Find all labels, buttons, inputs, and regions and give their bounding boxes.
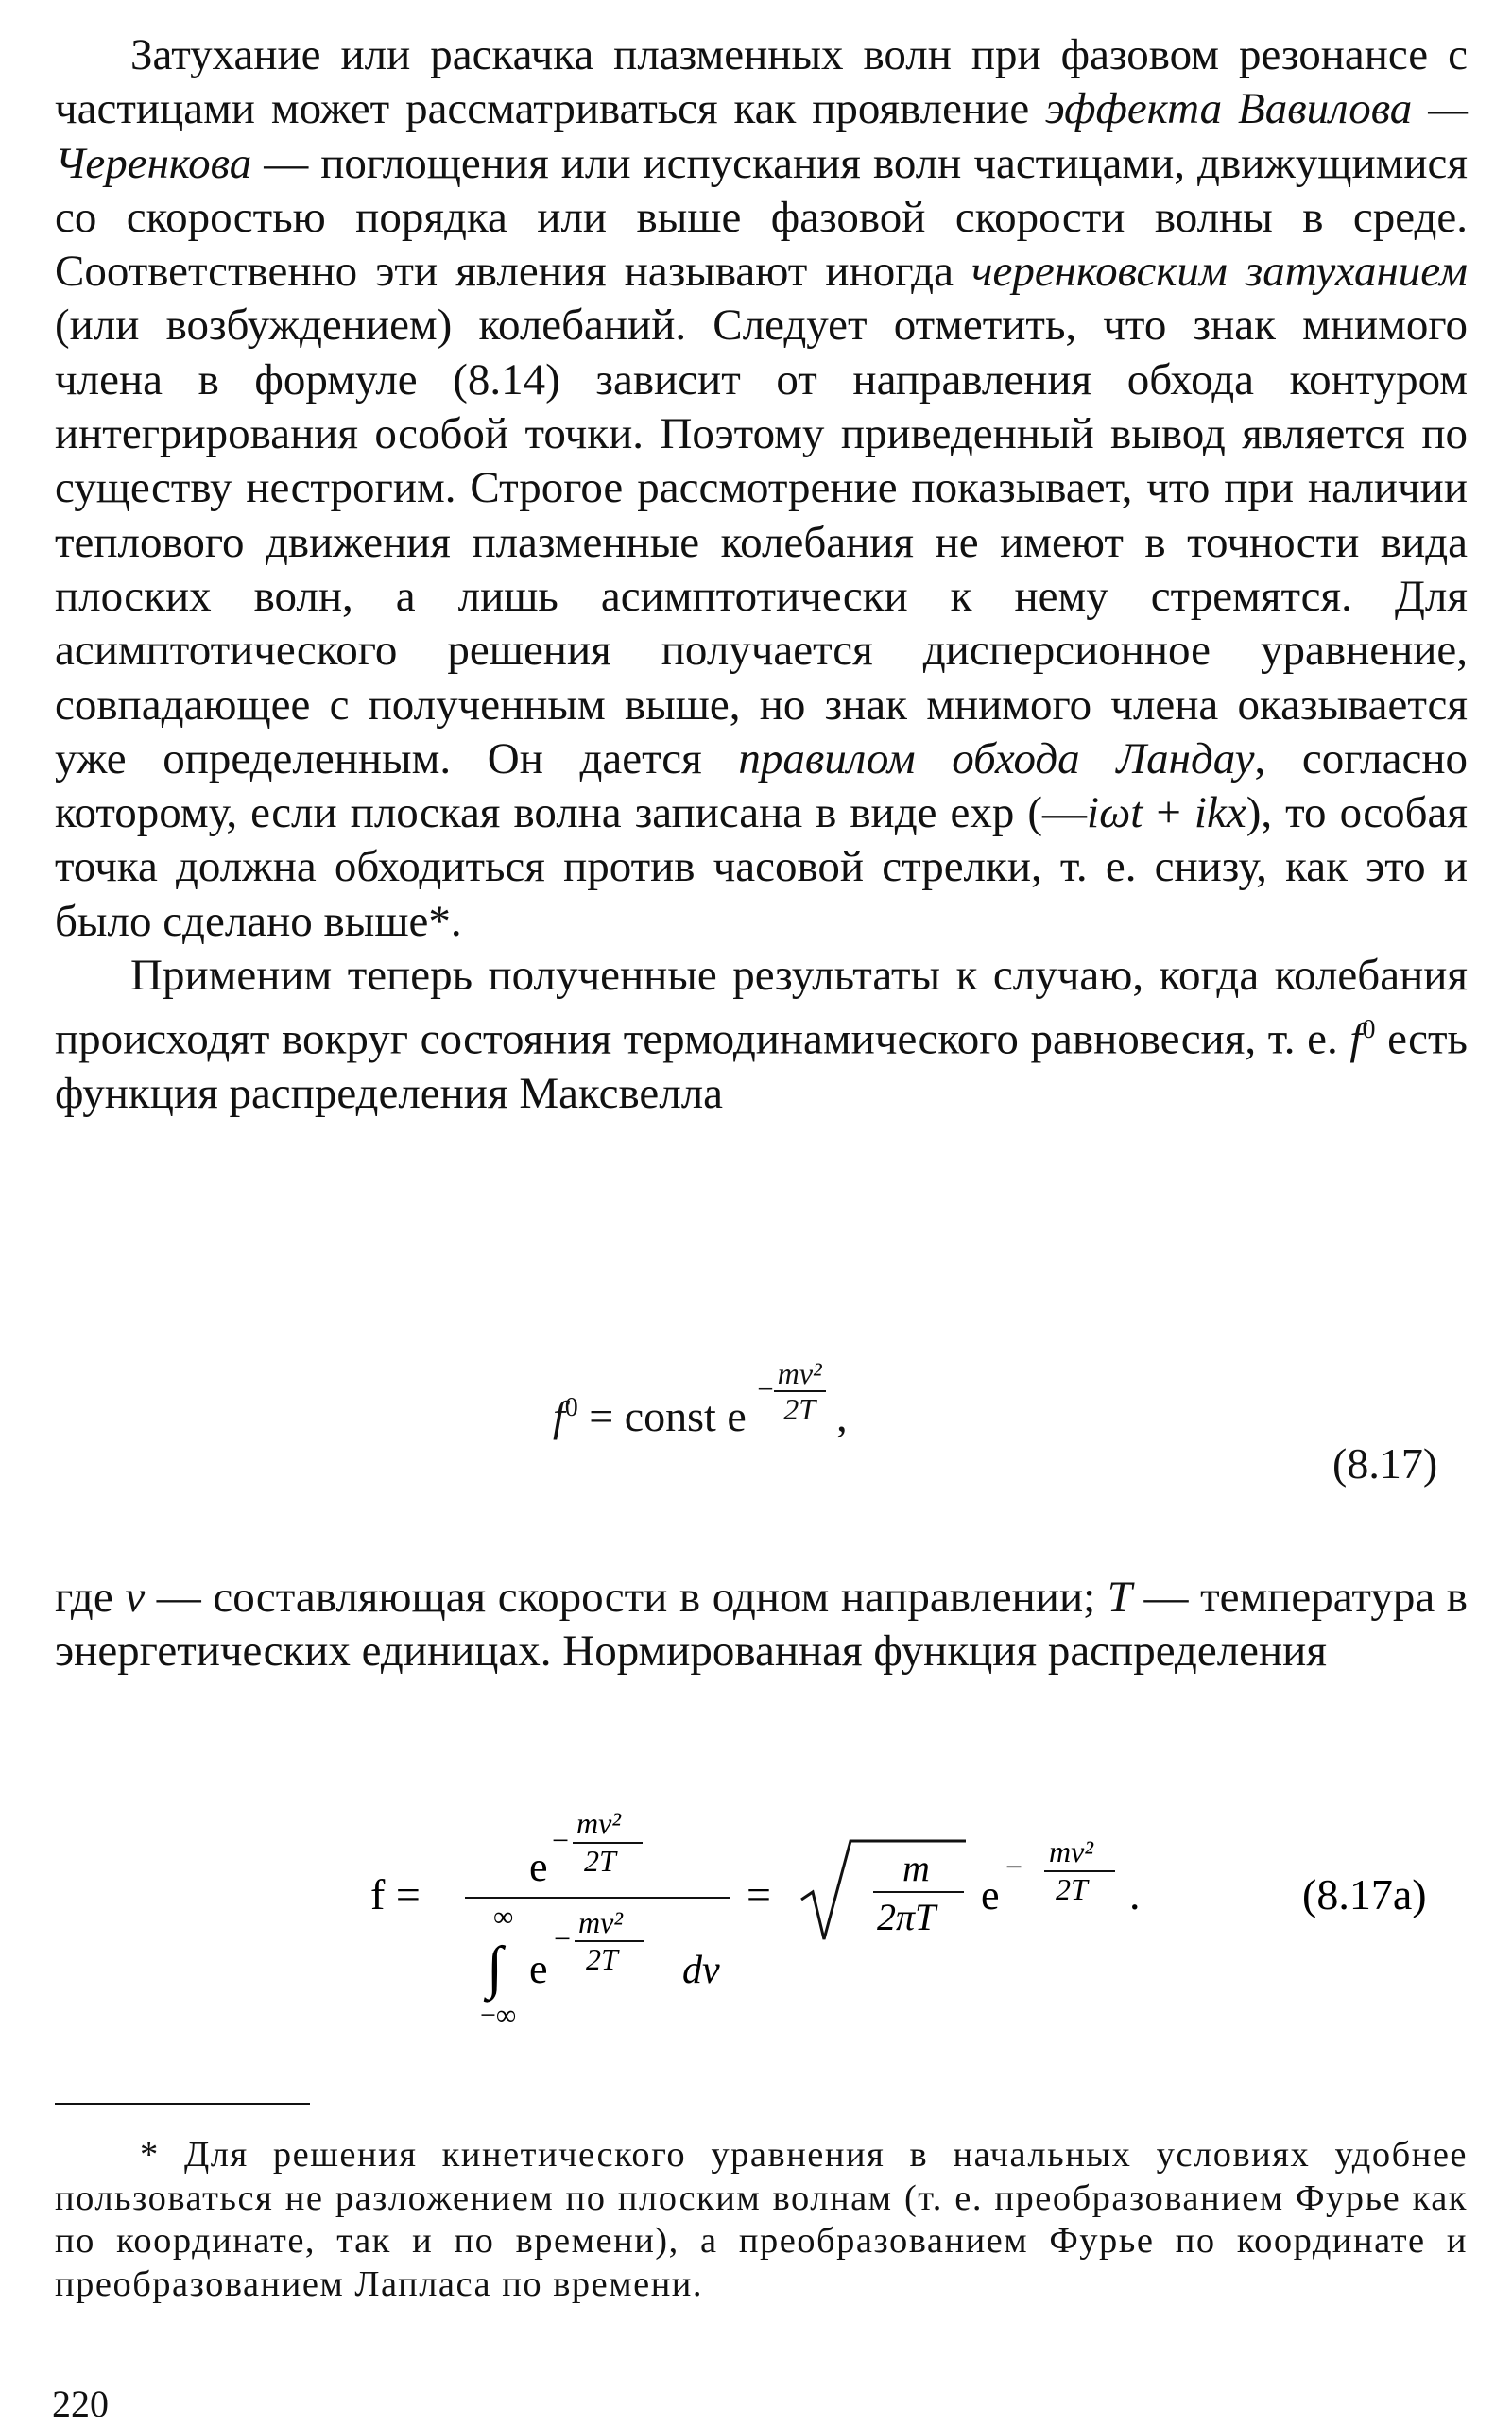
eq-num-2T: 2T [584,1844,616,1878]
eq-sqrt-m: m [902,1847,930,1889]
page-body-2 [55,1571,1468,1679]
paragraph-2: Применим теперь полученные результаты к случаю, когда колебания происходят вокруг состояния термодинамического равновесия, т. е. $f^0$ есть функция распределения Максвелла [55,951,1468,1119]
eq-den-dv: dv [682,1949,720,1992]
eq-tail-e: e [981,1872,1000,1918]
eq-den-integral: ∫ [487,1936,503,2000]
eq-num-e: e [529,1844,548,1890]
eq-num-minus: − [552,1823,570,1857]
footnote: * Для решения кинетического уравнения в начальных условиях удобнее пользоваться не разложением по плоским волнам (т. е. преобразованием Фурье как по координате, так и по времени), а преобразованием Фурье по координате и преобразованием Лапласа по времени. [55,2135,1468,2304]
eq-tail-mv2: mv² [1049,1834,1093,1868]
eq-den-minus: − [554,1921,572,1955]
equation-label-8-17a: (8.17a) [1302,1870,1427,1918]
footnote-rule [55,2103,310,2105]
eq-den-2T: 2T [586,1942,618,1976]
eq-num-mv2: mv² [576,1806,621,1840]
equation-8-17: $f^0$ = const e $^{- \frac{\text{mv²}}{2T}}$ , [553,1356,848,1441]
eq-f: f = [370,1870,421,1918]
eq-sqrt-2piT: 2πT [877,1896,936,1938]
eq-equals: = [747,1870,771,1918]
eq-den-mv2: mv² [578,1905,623,1939]
eq-den-inf-top: ∞ [493,1901,514,1933]
equation-8-17a [0,1786,1512,2032]
paragraph-1: Затухание или раскачка плазменных волн при фазовом резонансе с частицами может рассматриваться как проявление эффекта Вавилова — Черенкова — поглощения или испускания волн частицами, движущимися со скоростью порядка или выше фазовой скорости волны в среде. Соответственно эти явления называют иногда черенковским затуханием (или возбуждением) колебаний. Следует отметить, что знак мнимого члена в формуле (8.14) зависит от направления обхода контуром интегрирования особой точки. Поэтому приведенный вывод является по существу нестрогим. Строгое рассмотрение показывает, что при наличии теплового движения плазменные колебания не имеют в точности вида плоских волн, а лишь асимптотически к нему стремятся. Для асимптотического решения получается дисперсионное уравнение, совпадающее с полученным выше, но знак мнимого члена оказывается уже определенным. Он дается правилом обхода Ландау, согласно которому, если плоская волна записана в виде exp (—iωt + ikx), то особая точка должна обходиться против часовой стрелки, т. е. снизу, как это и было сделано выше*. [55,30,1468,946]
page-number: 220 [52,2383,109,2425]
eq-den-e: e [529,1946,548,1992]
eq-tail-2T: 2T [1056,1872,1088,1906]
eq-tail-dot: . [1129,1870,1141,1918]
page-body [55,28,1468,1122]
eq-den-inf-bot: −∞ [480,2000,517,2031]
paragraph-3: где v — составляющая скорости в одном направлении; T — температура в энергетических единицах. Нормированная функция распределения [55,1573,1468,1677]
equation-label-8-17: (8.17) [1332,1439,1438,1488]
eq-tail-minus: − [1005,1850,1023,1884]
